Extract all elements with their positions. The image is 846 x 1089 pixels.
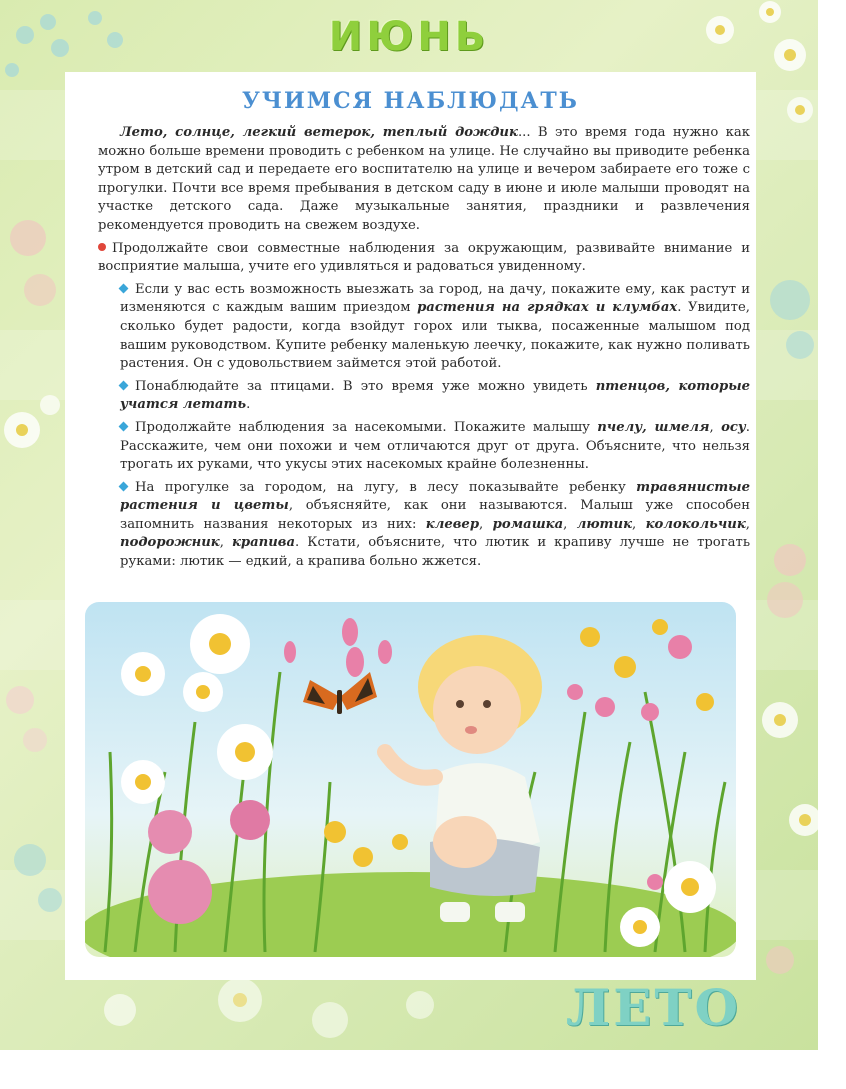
content-panel <box>65 72 756 980</box>
blue-diamond-bullet-icon <box>119 380 129 390</box>
plants-separator: , <box>563 516 577 532</box>
plant-name: крапива <box>231 535 296 551</box>
season-title: ЛЕТО <box>566 978 742 1037</box>
plant-name: клевер <box>425 516 480 532</box>
red-bullet-icon <box>98 243 106 251</box>
intro-lead: Лето, солнце, легкий ветерок, теплый дождик <box>120 125 518 140</box>
plant-name: колокольчик <box>645 516 746 532</box>
garden-paragraph <box>98 281 750 374</box>
plants-text-end: . Кстати, объясните, что лютик и крапиву лучше не трогать руками: лютик — едкий, а крапива больно жжется. <box>120 535 750 570</box>
article-text <box>98 124 750 576</box>
birds-paragraph <box>98 378 750 415</box>
plants-separator: , <box>632 516 646 532</box>
birds-text: Понаблюдайте за птицами. В это время уже можно увидеть <box>135 378 596 394</box>
month-title: ИЮНЬ <box>328 14 490 60</box>
intro-paragraph <box>98 124 750 236</box>
main-point-paragraph <box>98 240 750 277</box>
plant-name: подорожник <box>120 535 220 551</box>
insects-paragraph <box>98 419 750 475</box>
plants-paragraph <box>98 479 750 572</box>
birds-text-end: . <box>246 397 251 413</box>
insects-text-end: . Расскажите, чем они похожи и чем отличаются друг от друга. Объясните, что нельзя трогать их руками, что укусы этих насекомых крайне болезненны. <box>120 419 750 473</box>
insects-emphasis: пчелу, шмеля <box>597 419 710 435</box>
plants-text: На прогулке за городом, на лугу, в лесу показывайте ребенку <box>135 479 637 495</box>
intro-rest: ... В это время года нужно как можно больше времени проводить с ребенком на улице. Не случайно вы приводите ребенка утром в детский сад и передаете его воспитателю на улице и вечером забираете его тоже с прогулки. Почти все время пребывания в детском саду в июне и июле малыши проводят на участке детского сада. Даже музыкальные занятия, праздники и развлечения рекомендуется проводить на свежем воздухе. <box>98 125 751 233</box>
section-title: УЧИМСЯ НАБЛЮДАТЬ <box>242 88 579 114</box>
garden-text: Если у вас есть возможность выезжать за город, на дачу, покажите ему, как растут и изменяются с каждым вашим приездом <box>120 281 750 316</box>
insects-text: Продолжайте наблюдения за насекомыми. Покажите малышу <box>135 419 598 435</box>
insects-emphasis-wasp: осу <box>721 419 746 435</box>
garden-text-end: . Увидите, сколько будет радости, когда взойдут горох или тыква, посаженные малышом под вашим руководством. Купите ребенку маленькую леечку, покажите, как нужно поливать растения. Он с удовольствием займется этой работой. <box>120 300 750 372</box>
plants-separator: , <box>219 535 232 551</box>
plants-emphasis: травянистые растения и цветы <box>120 479 750 514</box>
main-point-text: Продолжайте свои совместные наблюдения за окружающим, развивайте внимание и восприятие малыша, учите его удивляться и радоваться увиденному. <box>98 240 750 275</box>
blue-diamond-bullet-icon <box>119 283 129 293</box>
plant-name: ромашка <box>492 516 564 532</box>
plants-separator: , <box>479 516 493 532</box>
left-edge-flowers <box>4 220 62 912</box>
insects-separator: , <box>709 419 722 435</box>
plant-name: лютик <box>576 516 633 532</box>
right-edge-flowers <box>762 280 818 974</box>
plants-text-mid: , объясняйте, как они называются. Малыш уже способен запомнить названия некоторых из них: <box>120 498 750 532</box>
birds-emphasis: птенцов, которые учатся летать <box>120 378 751 413</box>
blue-diamond-bullet-icon <box>119 421 129 431</box>
bottom-edge-flowers <box>104 978 434 1038</box>
meadow-illustration <box>85 602 736 957</box>
plants-separator: , <box>745 516 750 532</box>
garden-emphasis: растения на грядках и клумбах <box>417 300 678 316</box>
blue-diamond-bullet-icon <box>119 481 129 491</box>
